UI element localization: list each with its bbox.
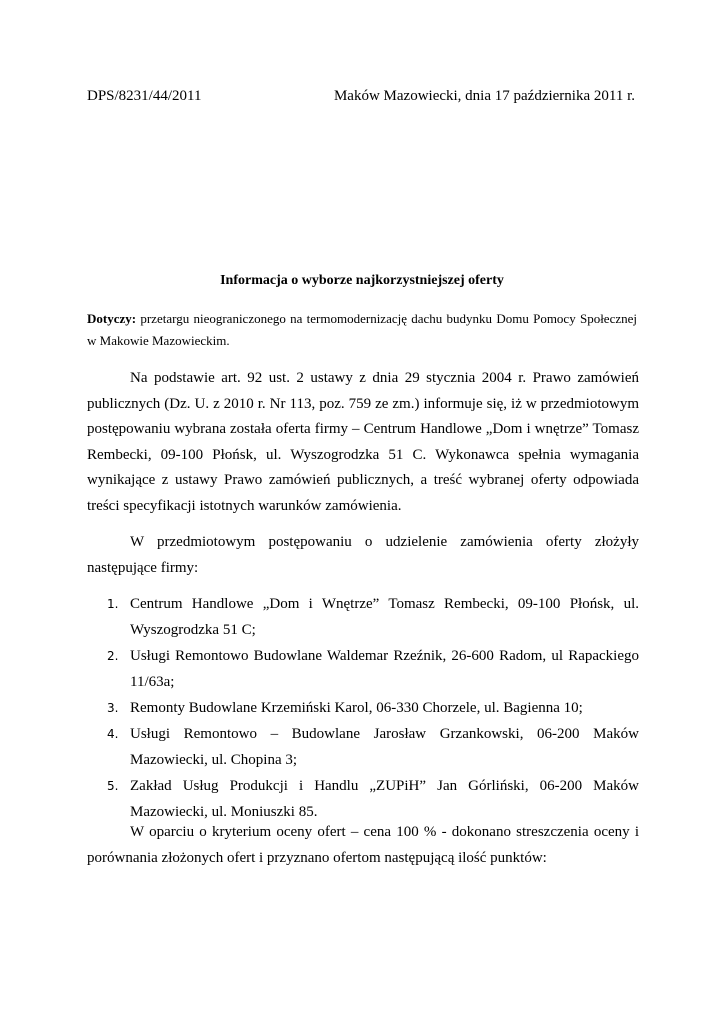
list-item — [87, 592, 639, 644]
concerns-label: Dotyczy: — [87, 311, 137, 326]
concerns-text: przetargu nieograniczonego na termomodernizację dachu budynku Domu Pomocy Społecznej w Makowie Mazowieckim. — [87, 311, 637, 348]
list-item-number: 5. — [107, 779, 119, 793]
paragraph-bidders-intro: W przedmiotowym postępowaniu o udzielenie zamówienia oferty złożyły następujące firmy: — [87, 534, 639, 576]
list-item-number: 1. — [107, 597, 119, 611]
list-item — [87, 644, 639, 696]
list-item — [87, 722, 639, 774]
list-item-number: 4. — [107, 727, 119, 741]
paragraph-decision: Na podstawie art. 92 ust. 2 ustawy z dnia 29 stycznia 2004 r. Prawo zamówień publicznych (Dz. U. z 2010 r. Nr 113, poz. 759 ze zm.) informuje się, iż w przedmiotowym postępowaniu wybrana została oferta firmy – Centrum Handlowe „Dom i wnętrze” Tomasz Rembecki, 09-100 Płońsk, ul. Wyszogrodzka 51 C. Wykonawca spełnia wymagania wynikające z ustawy Prawo zamówień publicznych, a treść wybranej oferty odpowiada treści specyfikacji istotnych warunków zamówienia. — [87, 370, 639, 514]
document-title: Informacja o wyborze najkorzystniejszej oferty — [220, 273, 504, 288]
bidders-list — [87, 592, 639, 826]
paragraph-evaluation: W oparciu o kryterium oceny ofert – cena 100 % - dokonano streszczenia oceny i porównania złożonych ofert i przyznano ofertom następującą ilość punktów: — [87, 824, 639, 866]
list-item-text: Usługi Remontowo Budowlane Waldemar Rzeźnik, 26-600 Radom, ul Rapackiego 11/63a; — [130, 648, 639, 690]
list-item-text: Zakład Usług Produkcji i Handlu „ZUPiH” Jan Górliński, 06-200 Maków Mazowiecki, ul. Moniuszki 85. — [130, 778, 639, 820]
place-and-date: Maków Mazowiecki, dnia 17 października 2011 r. — [333, 88, 635, 104]
list-item-number: 2. — [107, 649, 119, 663]
concerns-line — [87, 308, 637, 352]
list-item-text: Remonty Budowlane Krzemiński Karol, 06-330 Chorzele, ul. Bagienna 10; — [130, 700, 583, 716]
reference-number: DPS/8231/44/2011 — [87, 88, 202, 104]
list-item — [87, 774, 639, 826]
list-item — [87, 696, 639, 722]
list-item-text: Usługi Remontowo – Budowlane Jarosław Grzankowski, 06-200 Maków Mazowiecki, ul. Chopina 3; — [130, 726, 639, 768]
list-item-number: 3. — [107, 701, 119, 715]
list-item-text: Centrum Handlowe „Dom i Wnętrze” Tomasz Rembecki, 09-100 Płońsk, ul. Wyszogrodzka 51 C; — [130, 596, 639, 638]
